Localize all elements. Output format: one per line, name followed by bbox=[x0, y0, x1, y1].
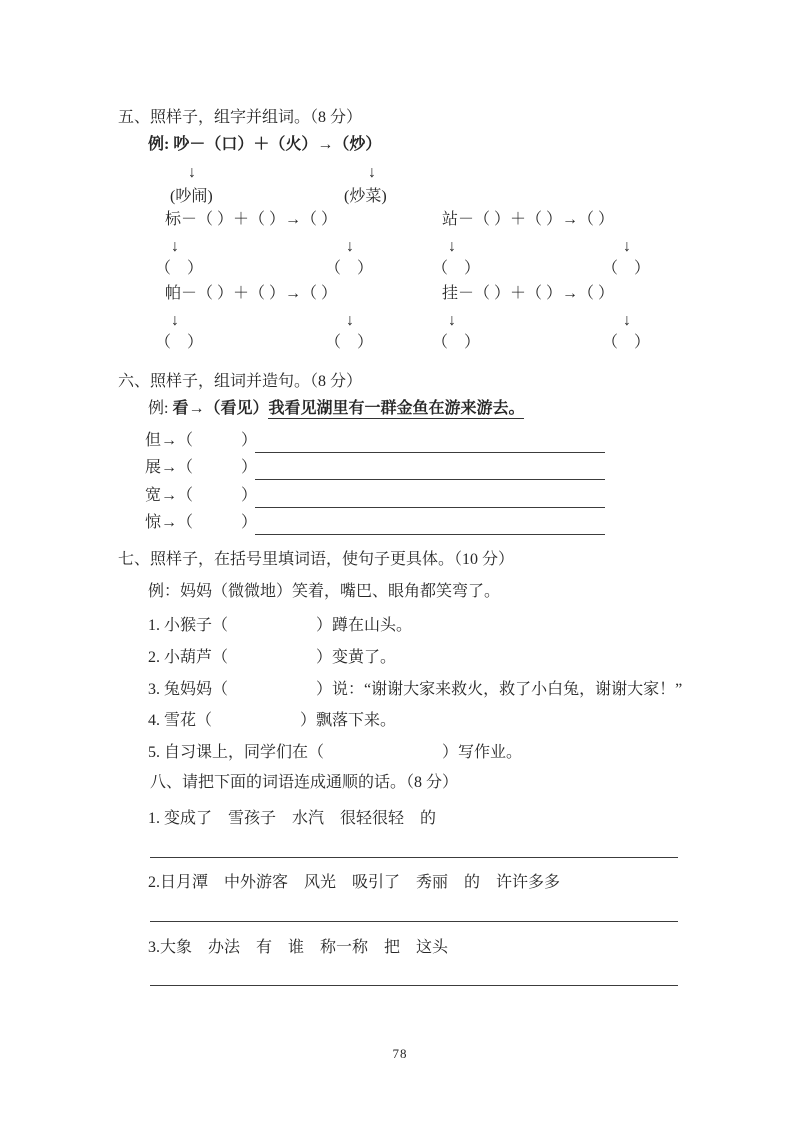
item-pre: 5. 自习课上，同学们在（ bbox=[148, 744, 325, 761]
word-list-item: 1. 变成了 雪孩子 水汽 很轻很轻 的 bbox=[148, 810, 437, 827]
answer-blank-parens: （ ） bbox=[325, 334, 374, 351]
down-arrow-icon: ↓ bbox=[448, 312, 456, 329]
word-sentence-row bbox=[145, 486, 605, 506]
puzzle-formula: 帕－（ ）＋（ ）→（ ） bbox=[165, 285, 338, 302]
answer-line bbox=[255, 534, 605, 535]
answer-line bbox=[255, 452, 605, 453]
answer-blank-parens: （ ） bbox=[155, 260, 204, 277]
puzzle-item bbox=[432, 210, 672, 282]
section7-example: 例：妈妈（微微地）笑着，嘴巴、眼角都笑弯了。 bbox=[148, 583, 501, 600]
item-post: ）说：“谢谢大家来救火，救了小白兔，谢谢大家！” bbox=[316, 681, 683, 698]
answer-line bbox=[150, 985, 678, 986]
item-pre: 3. 兔妈妈（ bbox=[148, 681, 229, 698]
item-post: ）飘落下来。 bbox=[300, 712, 397, 729]
row-label: 但→（ ） bbox=[145, 432, 258, 449]
example-word-right: (炒菜) bbox=[344, 188, 387, 205]
down-arrow-icon: ↓ bbox=[623, 238, 631, 255]
answer-blank-parens: （ ） bbox=[602, 260, 651, 277]
row-label: 惊→（ ） bbox=[145, 514, 258, 531]
section6-example bbox=[148, 399, 524, 418]
word-sentence-row bbox=[145, 431, 605, 451]
example-formula: 例: 吵－（口）＋（火）→（炒） bbox=[148, 136, 382, 153]
section7-heading: 七、照样子，在括号里填词语，使句子更具体。（10 分） bbox=[118, 551, 515, 568]
word-sentence-row bbox=[145, 513, 605, 533]
answer-line bbox=[150, 857, 678, 858]
section5-heading: 五、照样子，组字并组词。（8 分） bbox=[118, 109, 363, 126]
fill-blank-item bbox=[148, 648, 396, 667]
word-sentence-row bbox=[145, 458, 605, 478]
row-label: 展→（ ） bbox=[145, 459, 258, 476]
item-pre: 2. 小葫芦（ bbox=[148, 649, 229, 666]
answer-blank-parens: （ ） bbox=[432, 334, 481, 351]
answer-blank-parens: （ ） bbox=[432, 260, 481, 277]
example-word-left: (吵闹) bbox=[170, 188, 213, 205]
example-prefix: 例: bbox=[148, 400, 173, 417]
row-label: 宽→（ ） bbox=[145, 487, 258, 504]
word-list-item: 3.大象 办法 有 谁 称一称 把 这头 bbox=[148, 939, 449, 956]
down-arrow-icon: ↓ bbox=[448, 238, 456, 255]
down-arrow-icon: ↓ bbox=[346, 312, 354, 329]
page-number: 78 bbox=[392, 1046, 408, 1061]
down-arrow-icon: ↓ bbox=[623, 312, 631, 329]
fill-blank-item bbox=[148, 743, 522, 762]
puzzle-item bbox=[155, 284, 395, 356]
section8-heading: 八、请把下面的词语连成通顺的话。（8 分） bbox=[150, 774, 459, 791]
fill-blank-item bbox=[148, 680, 682, 699]
answer-line bbox=[255, 507, 605, 508]
down-arrow-icon: ↓ bbox=[171, 238, 179, 255]
puzzle-formula: 标－（ ）＋（ ）→（ ） bbox=[165, 211, 338, 228]
item-pre: 1. 小猴子（ bbox=[148, 617, 229, 634]
down-arrow-icon: ↓ bbox=[171, 312, 179, 329]
section6-heading: 六、照样子，组词并造句。（8 分） bbox=[118, 373, 363, 390]
down-arrow-icon: ↓ bbox=[368, 164, 376, 181]
example-formula: 看→（看见） bbox=[172, 400, 269, 417]
example-sentence: 我看见湖里有一群金鱼在游来游去。 bbox=[268, 400, 525, 417]
item-post: ）变黄了。 bbox=[316, 649, 397, 666]
fill-blank-item bbox=[148, 616, 412, 635]
word-list-item: 2.日月潭 中外游客 风光 吸引了 秀丽 的 许许多多 bbox=[148, 874, 561, 891]
puzzle-item bbox=[432, 284, 672, 356]
item-pre: 4. 雪花（ bbox=[148, 712, 213, 729]
puzzle-formula: 站－（ ）＋（ ）→（ ） bbox=[442, 211, 615, 228]
answer-blank-parens: （ ） bbox=[325, 260, 374, 277]
answer-line bbox=[255, 479, 605, 480]
answer-blank-parens: （ ） bbox=[155, 334, 204, 351]
item-post: ）蹲在山头。 bbox=[316, 617, 413, 634]
section5-example bbox=[148, 135, 408, 207]
puzzle-formula: 挂－（ ）＋（ ）→（ ） bbox=[442, 285, 615, 302]
fill-blank-item bbox=[148, 711, 396, 730]
answer-blank-parens: （ ） bbox=[602, 334, 651, 351]
puzzle-item bbox=[155, 210, 395, 282]
down-arrow-icon: ↓ bbox=[346, 238, 354, 255]
item-post: ）写作业。 bbox=[442, 744, 523, 761]
down-arrow-icon: ↓ bbox=[188, 164, 196, 181]
answer-line bbox=[150, 921, 678, 922]
